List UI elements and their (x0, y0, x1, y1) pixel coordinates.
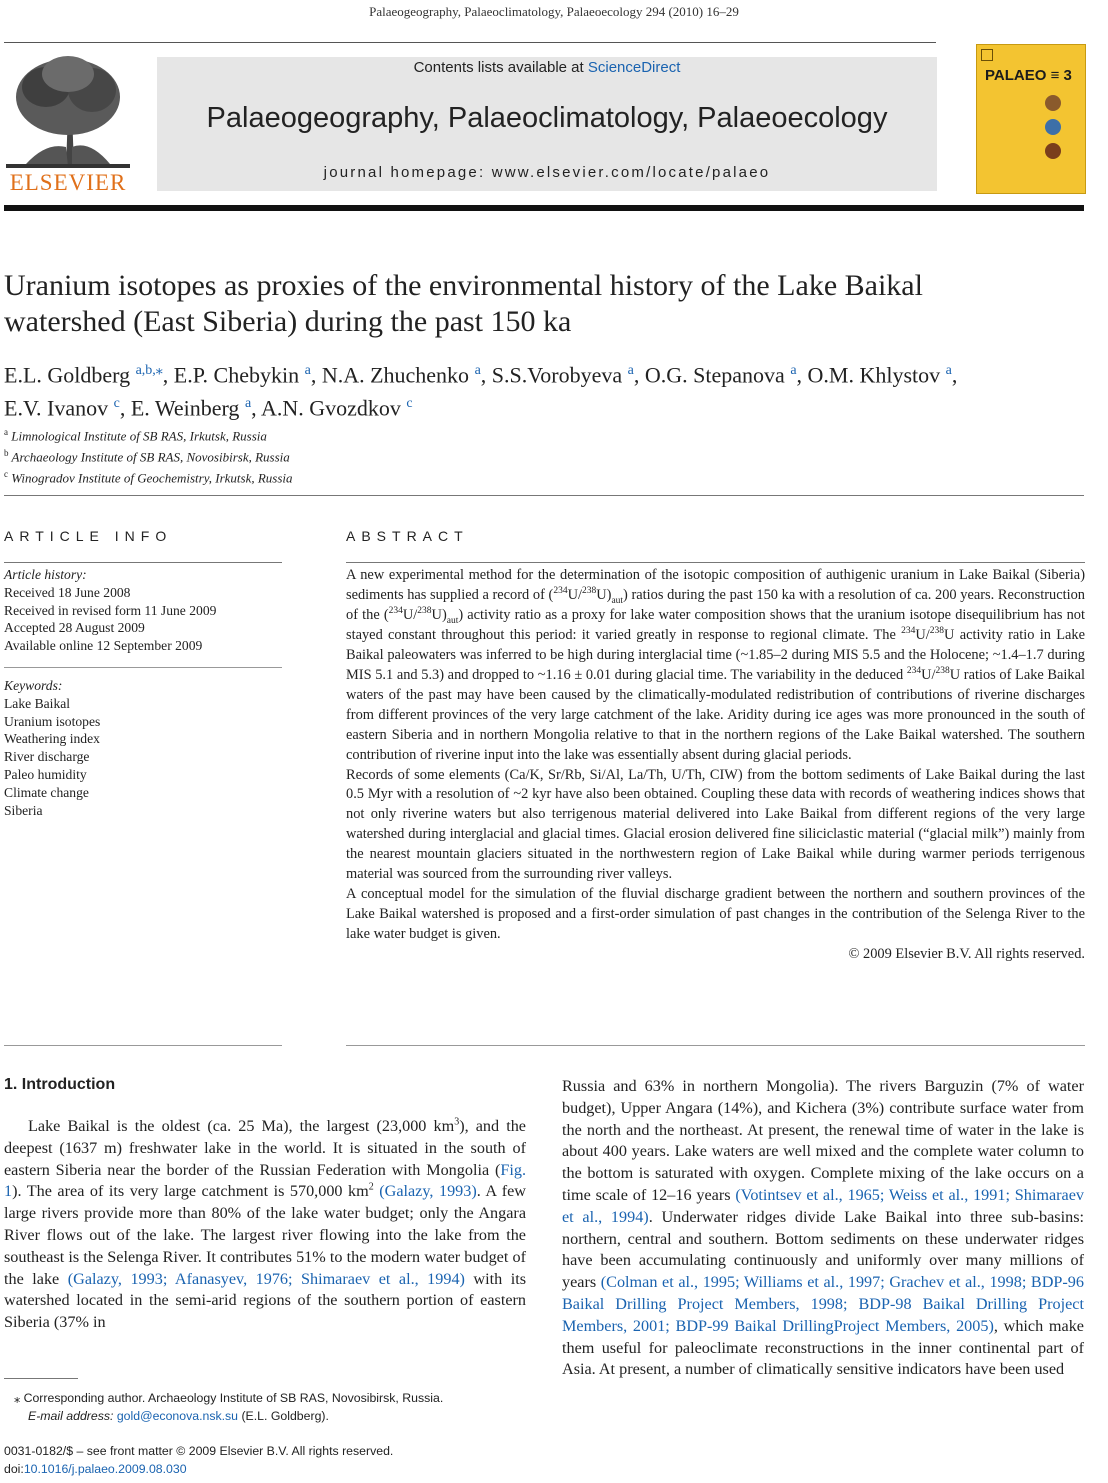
doi-line: doi:10.1016/j.palaeo.2009.08.030 (4, 1461, 187, 1476)
keyword: Uranium isotopes (4, 713, 101, 729)
author-name[interactable]: S.S.Vorobyeva (491, 362, 628, 388)
keywords-rule (4, 667, 282, 668)
keywords-label: Keywords: (4, 678, 63, 693)
introduction-paragraph-continued: Russia and 63% in northern Mongolia). The rivers Barguzin (7% of water budget), Upper Angara (14%), and Kichera (3%) contribute surface water from the north and the northeast. At present, the renewal time of water in the lake is about 400 years. Lake waters are well mixed and the complete water column to the bottom is saturated with oxygen. Complete mixing of the lake occurs on a time scale of 12–16 years (Votintsev et al., 1965; Weiss et al., 1991; Shimaraev et al., 1994). Underwater ridges divide Lake Baikal into three sub-basins: northern, central and southern. Bottom sediments on these underwater ridges have been accumulating continuously and uniformly over many millions of years (Colman et al., 1995; Williams et al., 1997; Grachev et al., 1998; BDP-96 Baikal Drilling Project Members, 1998; BDP-98 Baikal Drilling Project Members, 2001; BDP-99 Baikal DrillingProject Members, 2005), which make them useful for paleoclimate reconstructions in the inner continental part of Asia. At present, a number of climatically sensitive indicators have been used (562, 1077, 1084, 1379)
author-affiliation-mark[interactable]: a (244, 396, 252, 412)
title-bottom-rule (4, 495, 1084, 496)
sciencedirect-link[interactable]: ScienceDirect (587, 59, 681, 76)
keyword: Siberia (4, 802, 43, 818)
header-bottom-rule (4, 205, 1084, 211)
keyword: Lake Baikal (4, 695, 71, 711)
keyword: Paleo humidity (4, 766, 87, 782)
keyword: Weathering index (4, 731, 100, 747)
figure-ref-link[interactable]: Fig. 1 (4, 1160, 526, 1201)
abstract-heading: ABSTRACT (346, 528, 469, 544)
history-revised: Received in revised form 11 June 2009 (4, 602, 217, 618)
introduction-paragraph: Lake Baikal is the oldest (ca. 25 Ma), the largest (23,000 $km^3$), and the deepest (1637 m) freshwater lake in the world. It is situated in the south of eastern Siberia near the border of the Russian Federation with Mongolia (Fig. 1). The area of its very large catchment is 570,000 $km^2$ (Galazy, 1993). A few large rivers provide more than 80% of the lake water budget; only the Angara River flows out of the lake. The largest river flowing into the lake from the southeast is the Selenga River. It contributes 51% to the modern water budget of the lake (Galazy, 1993; Afanasyev, 1976; Shimaraev et al., 1994) with its watershed located in the semi-arid regions of the southern portion of eastern Siberia (37% in (4, 1116, 526, 1332)
author-affiliation-mark[interactable]: a (627, 363, 634, 378)
affiliation-a: $^a$ Limnological Institute of SB RAS, Irkutsk, Russia (4, 427, 267, 444)
affiliations (4, 424, 804, 487)
affiliation-c: $^c$ Winogradov Institute of Geochemistry, Irkutsk, Russia (4, 468, 293, 486)
paper-title-line-1: Uranium isotopes as proxies of the environmental history of the Lake Baikal (4, 269, 923, 302)
footnote-rule (4, 1378, 78, 1379)
abstract-rule (346, 562, 1085, 563)
author-name[interactable]: E.P. Chebykin (173, 362, 305, 388)
article-history (4, 566, 282, 655)
citation-link[interactable]: (Galazy, 1993) (379, 1182, 477, 1201)
elsevier-logo[interactable] (6, 52, 130, 194)
author-affiliation-mark[interactable]: c (113, 396, 120, 412)
cover-globe-icon (1045, 119, 1061, 135)
body-column-right (562, 1076, 1084, 1381)
citation-link[interactable]: (Colman et al., 1995; Williams et al., 1997; Grachev et al., 1998; BDP-96 Baikal Drilling Project Members, 1998; BDP-98 Baikal Drilling Project Members, 2001; BDP-99 Baikal DrillingProject Members, 2005) (562, 1273, 1084, 1335)
abstract-bottom-rule (346, 1045, 1085, 1046)
author-affiliation-mark[interactable]: a (474, 363, 481, 378)
author-name[interactable]: A.N. Gvozdkov (260, 395, 407, 421)
paper-title (4, 268, 1084, 340)
author-name[interactable]: E.L. Goldberg (4, 362, 136, 388)
article-info-rule (4, 562, 282, 563)
author-line-1: E.L. Goldberg $^{a,b,⁎}$, E.P. Chebykin $^a$, N.A. Zhuchenko $^a$, S.S.Vorobyeva $^a$, O.G. Stepanova $^a$, O.M. Khlystov $^a$, (4, 362, 958, 388)
running-head: Palaeogeography, Palaeoclimatology, Palaeoecology 294 (2010) 16–29 (369, 4, 739, 19)
header-top-rule (4, 42, 936, 43)
cover-mark-icon (981, 49, 993, 61)
tree-icon (6, 52, 130, 170)
author-name[interactable]: O.G. Stepanova (644, 362, 791, 388)
issn-line: 0031-0182/$ – see front matter © 2009 Elsevier B.V. All rights reserved. (4, 1444, 394, 1458)
corresponding-author-footnote: ⁎ Corresponding author. Archaeology Institute of SB RAS, Novosibirsk, Russia. E-mail address: gold@econova.nsk.su (E.L. Goldberg). (14, 1391, 444, 1423)
history-received: Received 18 June 2008 (4, 584, 131, 600)
author-affiliation-mark[interactable]: a (790, 363, 797, 378)
history-label: Article history: (4, 567, 87, 582)
doi-link[interactable]: 10.1016/j.palaeo.2009.08.030 (23, 1461, 187, 1476)
author-affiliation-mark[interactable]: a (304, 363, 311, 378)
citation-link[interactable]: (Galazy, 1993; Afanasyev, 1976; Shimaraev et al., 1994) (67, 1269, 465, 1288)
author-name[interactable]: E. Weinberg (130, 395, 245, 421)
journal-title: Palaeogeography, Palaeoclimatology, Palaeoecology (206, 102, 888, 134)
journal-homepage[interactable]: journal homepage: www.elsevier.com/locate/palaeo (323, 164, 771, 181)
author-affiliation-mark[interactable]: c (406, 396, 413, 412)
keyword: River discharge (4, 749, 90, 765)
author-affiliation-mark[interactable]: a (945, 363, 952, 378)
author-line-2: E.V. Ivanov $^c$, E. Weinberg $^a$, A.N. Gvozdkov $^c$ (4, 395, 413, 421)
affiliation-b: $^b$ Archaeology Institute of SB RAS, Novosibirsk, Russia (4, 447, 290, 465)
author-list (4, 356, 1084, 423)
publisher-logo-text: ELSEVIER (9, 170, 127, 195)
front-matter (4, 1443, 604, 1478)
author-name[interactable]: N.A. Zhuchenko (321, 362, 475, 388)
journal-cover-thumbnail[interactable] (976, 44, 1086, 194)
introduction-heading: 1. Introduction (4, 1076, 116, 1093)
cover-ammonite-icon (1045, 143, 1061, 159)
journal-banner (157, 57, 937, 191)
abstract-paragraph-1: A new experimental method for the determination of the isotopic composition of authigenic uranium in Lake Baikal (Siberia) sediments has supplied a record of $(^{234}U/^{238}U)_{aut}$) ratios during the past 150 ka with a resolution of ca. 200 years. Reconstruction of the $(^{234}U/^{238}U)_{aut}$) activity ratio as a proxy for lake water composition shows that the uranium isotope disequilibrium has not stayed constant throughout this period: it varied greatly in response to regional climate. The $^{234}$U/$^{238}$U activity ratio in Lake Baikal paleowaters was inferred to be high during interglacial time (~1.85–2 during MIS 5.5 and the Holocene; ~1.4–1.7 during MIS 5.1 and 5.3) and dropped to ~1.16 ± 0.01 during glacial time. The variability in the deduced $^{234}$U/$^{238}$U ratios of Lake Baikal waters of the past may have been caused by the climatically-modulated redistribution of contributions of riverine discharges from different provinces of the very large catchment of the lake. Aridity during ice ages was more pronounced in the south of eastern Siberia and in northern Mongolia relative to that in the northern regions of the Lake Baikal watershed. The southern contribution of riverine input into the lake was essentially absent during glacial periods. (346, 567, 1085, 763)
abstract-copyright: © 2009 Elsevier B.V. All rights reserved. (848, 946, 1085, 963)
article-info-heading: ARTICLE INFO (4, 528, 173, 544)
abstract-body (346, 566, 1085, 965)
cover-planet-icon (1045, 95, 1061, 111)
info-bottom-rule (4, 1045, 282, 1046)
author-name[interactable]: E.V. Ivanov (4, 395, 114, 421)
author-email-link[interactable]: gold@econova.nsk.su (116, 1408, 239, 1423)
history-accepted: Accepted 28 August 2009 (4, 620, 145, 636)
abstract-paragraph-3: A conceptual model for the simulation of the fluvial discharge gradient between the northern and southern provinces of the Lake Baikal watershed is proposed and a first-order simulation of past changes in the contribution of the Selenga River to the lake water budget is given. (346, 886, 1085, 943)
author-affiliation-mark[interactable]: a,b,⁎ (135, 363, 163, 378)
abstract-paragraph-2: Records of some elements (Ca/K, Sr/Rb, Si/Al, La/Th, U/Th, CIW) from the bottom sediments of Lake Baikal during the last 0.5 Myr with a resolution of ~2 kyr have also been obtained. Coupling these data with records of weathering indices shows that not only riverine waters but also terrigenous material delivered into Lake Baikal from different regions of the very large watershed during interglacial and glacial times. Glacial erosion delivered fine siliciclastic material (“glacial milk”) mainly from the nearest mountain glaciers situated in the northwestern region of Lake Baikal while during warmer periods terrigenous material was sourced from the surrounding river valleys. (346, 766, 1085, 883)
citation-link[interactable]: (Votintsev et al., 1965; Weiss et al., 1991; Shimaraev et al., 1994) (562, 1185, 1084, 1226)
history-online: Available online 12 September 2009 (4, 638, 203, 654)
author-name[interactable]: O.M. Khlystov (807, 362, 946, 388)
cover-label: PALAEO ≡ 3 (985, 67, 1072, 84)
body-column-left (4, 1076, 526, 1334)
keyword: Climate change (4, 784, 89, 800)
contents-prefix: Contents lists available at (413, 59, 588, 76)
keywords (4, 677, 282, 819)
contents-line (157, 59, 937, 76)
paper-title-line-2: watershed (East Siberia) during the past 150 ka (4, 305, 572, 338)
